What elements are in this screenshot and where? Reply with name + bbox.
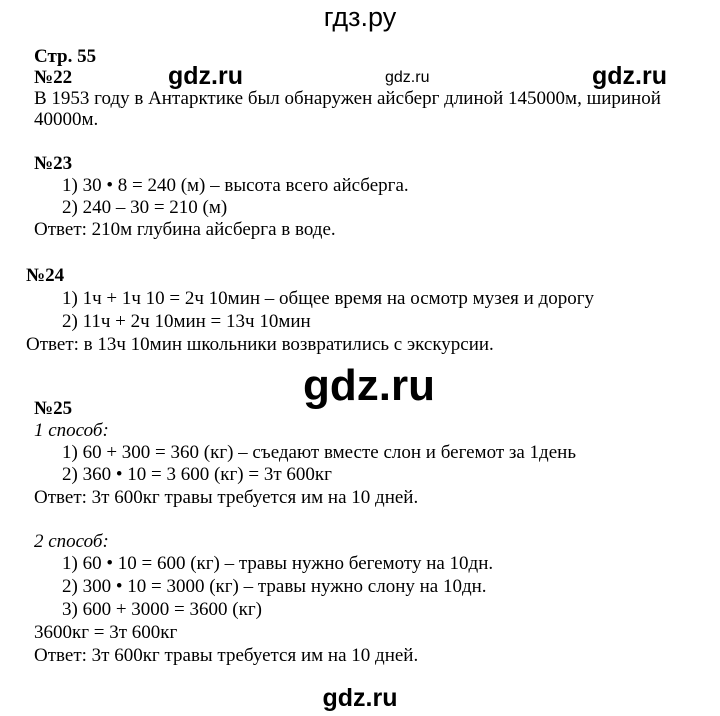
task-25-number: №25 [34, 398, 73, 419]
task-25-method-1-label: 1 способ: [34, 420, 109, 441]
task-24-step-1: 1) 1ч + 1ч 10 = 2ч 10мин – общее время на осмотр музея и дорогу [62, 288, 595, 309]
watermark-small: gdz.ru [385, 69, 430, 86]
task-22-line-2: 40000м. [34, 109, 99, 130]
task-23-step-2: 2) 240 – 30 = 210 (м) [62, 197, 228, 218]
task-23-answer: Ответ: 210м глубина айсберга в воде. [34, 219, 336, 240]
task-25-method-1-answer: Ответ: 3т 600кг травы требуется им на 10 дней. [34, 487, 419, 508]
task-25-method-2-answer: Ответ: 3т 600кг травы требуется им на 10 дней. [34, 645, 419, 666]
page-reference: Стр. 55 [34, 46, 97, 67]
task-22-number: №22 [34, 67, 73, 88]
task-25-method-2-step-1: 1) 60 • 10 = 600 (кг) – травы нужно бегемоту на 10дн. [62, 553, 494, 574]
site-header: гдз.ру [323, 2, 397, 32]
task-25-method-2-step-2: 2) 300 • 10 = 3000 (кг) – травы нужно слону на 10дн. [62, 576, 487, 597]
watermark-footer: gdz.ru [322, 684, 398, 712]
task-24-step-2: 2) 11ч + 2ч 10мин = 13ч 10мин [62, 311, 311, 332]
task-25-method-2-step-3: 3) 600 + 3000 = 3600 (кг) [62, 599, 262, 620]
task-25-method-1-step-1: 1) 60 + 300 = 360 (кг) – съедают вместе слон и бегемот за 1день [62, 442, 576, 463]
watermark-center: gdz.ru [303, 361, 435, 410]
task-23-step-1: 1) 30 • 8 = 240 (м) – высота всего айсберга. [62, 175, 409, 196]
watermark-left: gdz.ru [168, 62, 243, 90]
watermark-right: gdz.ru [592, 62, 667, 90]
task-25-method-2-label: 2 способ: [34, 531, 109, 552]
task-25-method-2-conversion: 3600кг = 3т 600кг [34, 622, 178, 643]
task-24-number: №24 [26, 265, 65, 286]
task-24-answer: Ответ: в 13ч 10мин школьники возвратились с экскурсии. [26, 334, 494, 355]
task-23-number: №23 [34, 153, 73, 174]
task-22-line-1: В 1953 году в Антарктике был обнаружен айсберг длиной 145000м, шириной [34, 88, 661, 109]
task-25-method-1-step-2: 2) 360 • 10 = 3 600 (кг) = 3т 600кг [62, 464, 332, 485]
